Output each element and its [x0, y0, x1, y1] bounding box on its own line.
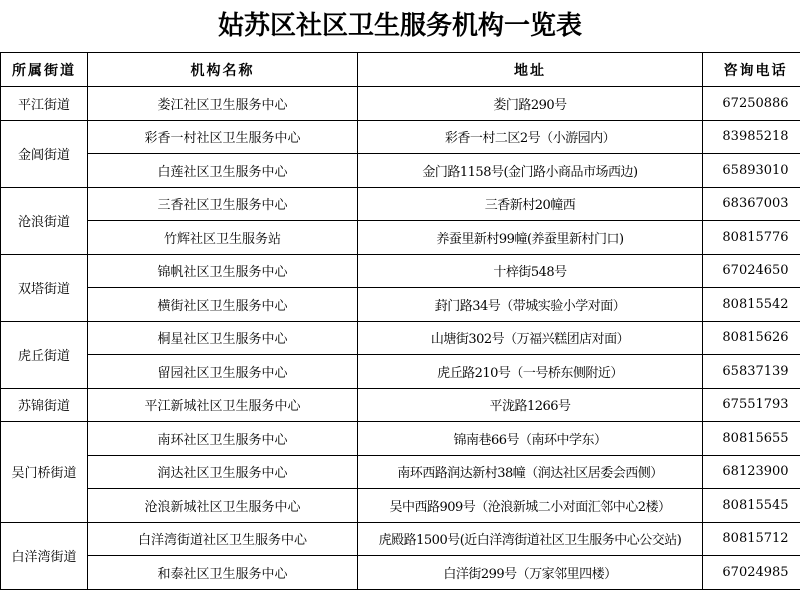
table-cell-street: 白洋湾街道	[1, 522, 88, 589]
table-cell-phone: 68367003	[703, 187, 800, 221]
table-cell-address: 白洋街299号（万家邻里四楼）	[358, 556, 703, 590]
table-cell-name: 白莲社区卫生服务中心	[88, 154, 358, 188]
table-row	[1, 355, 800, 389]
table-cell-phone: 83985218	[703, 120, 800, 154]
table-row	[1, 556, 800, 590]
table-row	[1, 522, 800, 556]
table-cell-street: 金阊街道	[1, 120, 88, 187]
table-cell-phone: 80815626	[703, 321, 800, 355]
table-cell-address: 锦南巷66号（南环中学东）	[358, 422, 703, 456]
table-cell-phone: 65893010	[703, 154, 800, 188]
table-cell-name: 彩香一村社区卫生服务中心	[88, 120, 358, 154]
table-cell-address: 娄门路290号	[358, 87, 703, 121]
table-cell-street: 双塔街道	[1, 254, 88, 321]
table-cell-phone: 80815655	[703, 422, 800, 456]
table-header-name: 机构名称	[88, 53, 358, 87]
table-row	[1, 87, 800, 121]
table-cell-phone: 80815545	[703, 489, 800, 523]
table-header-phone: 咨询电话	[703, 53, 800, 87]
table-row	[1, 154, 800, 188]
table-cell-street: 沧浪街道	[1, 187, 88, 254]
table-row	[1, 288, 800, 322]
table-cell-name: 横街社区卫生服务中心	[88, 288, 358, 322]
table-row	[1, 187, 800, 221]
table-cell-address: 平泷路1266号	[358, 388, 703, 422]
table-cell-street: 平江街道	[1, 87, 88, 121]
data-table	[0, 52, 800, 590]
table-cell-name: 润达社区卫生服务中心	[88, 455, 358, 489]
table-cell-address: 养蚕里新村99幢(养蚕里新村门口)	[358, 221, 703, 255]
table-cell-name: 沧浪新城社区卫生服务中心	[88, 489, 358, 523]
table-cell-phone: 65837139	[703, 355, 800, 389]
table-cell-name: 娄江社区卫生服务中心	[88, 87, 358, 121]
table-cell-address: 虎丘路210号（一号桥东侧附近）	[358, 355, 703, 389]
table-row	[1, 422, 800, 456]
table-cell-name: 留园社区卫生服务中心	[88, 355, 358, 389]
table-cell-phone: 80815542	[703, 288, 800, 322]
table-cell-address: 彩香一村二区2号（小游园内）	[358, 120, 703, 154]
table-row	[1, 120, 800, 154]
table-cell-name: 锦帆社区卫生服务中心	[88, 254, 358, 288]
table-row	[1, 489, 800, 523]
table-cell-address: 三香新村20幢西	[358, 187, 703, 221]
table-cell-address: 虎殿路1500号(近白洋湾街道社区卫生服务中心公交站)	[358, 522, 703, 556]
table-header-row	[1, 53, 800, 87]
table-cell-street: 吴门桥街道	[1, 422, 88, 523]
table-header-street: 所属街道	[1, 53, 88, 87]
table-cell-name: 南环社区卫生服务中心	[88, 422, 358, 456]
table-cell-name: 竹辉社区卫生服务站	[88, 221, 358, 255]
table-cell-address: 吴中西路909号（沧浪新城二小对面汇邻中心2楼）	[358, 489, 703, 523]
table-header-address: 地址	[358, 53, 703, 87]
table-cell-address: 南环西路润达新村38幢（润达社区居委会西侧）	[358, 455, 703, 489]
table-cell-street: 苏锦街道	[1, 388, 88, 422]
table-cell-phone: 80815712	[703, 522, 800, 556]
page-title: 姑苏区社区卫生服务机构一览表	[217, 11, 582, 41]
table-cell-street: 虎丘街道	[1, 321, 88, 388]
table-row	[1, 455, 800, 489]
table-cell-phone: 67024650	[703, 254, 800, 288]
table-cell-address: 十梓街548号	[358, 254, 703, 288]
table-cell-phone: 67551793	[703, 388, 800, 422]
table-cell-address: 葑门路34号（带城实验小学对面）	[358, 288, 703, 322]
table-cell-name: 平江新城社区卫生服务中心	[88, 388, 358, 422]
table-cell-name: 和泰社区卫生服务中心	[88, 556, 358, 590]
table-row	[1, 221, 800, 255]
table-cell-phone: 68123900	[703, 455, 800, 489]
table-cell-name: 白洋湾街道社区卫生服务中心	[88, 522, 358, 556]
table-cell-phone: 67024985	[703, 556, 800, 590]
table-cell-address: 金门路1158号(金门路小商品市场西边)	[358, 154, 703, 188]
table-row	[1, 388, 800, 422]
table-cell-address: 山塘街302号（万福兴糕团店对面）	[358, 321, 703, 355]
table-cell-phone: 80815776	[703, 221, 800, 255]
table-cell-phone: 67250886	[703, 87, 800, 121]
table-cell-name: 三香社区卫生服务中心	[88, 187, 358, 221]
table-row	[1, 254, 800, 288]
table-row	[1, 321, 800, 355]
table-cell-name: 桐星社区卫生服务中心	[88, 321, 358, 355]
